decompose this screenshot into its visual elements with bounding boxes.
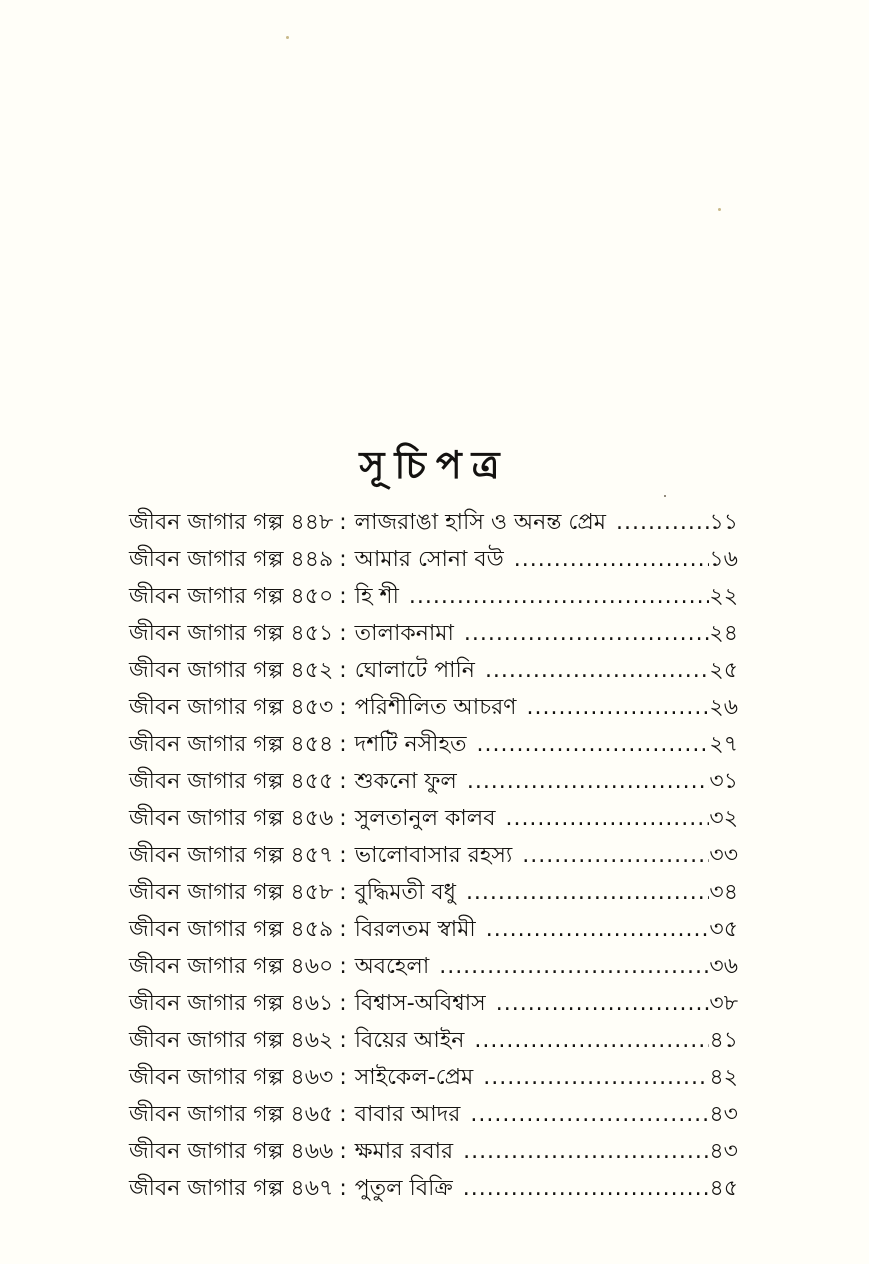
toc-entry — [129, 800, 738, 837]
toc-entry-series: জীবন জাগার গল্প ৪৪৮ — [129, 510, 334, 535]
toc-entry — [129, 763, 738, 800]
toc-entry-page-number: ৩৩ — [709, 843, 738, 868]
toc-entry-separator: : — [339, 1139, 347, 1164]
toc-entry — [129, 1133, 738, 1170]
toc-entry-separator: : — [339, 584, 347, 609]
toc-entry-title: হি শী — [354, 584, 399, 609]
toc-entry-series: জীবন জাগার গল্প ৪৫৫ — [129, 769, 334, 794]
toc-entry-separator: : — [339, 510, 347, 535]
toc-entry-series: জীবন জাগার গল্প ৪৬৫ — [129, 1102, 334, 1127]
toc-entry — [129, 541, 738, 578]
dot-leader — [485, 652, 709, 689]
toc-entry-series: জীবন জাগার গল্প ৪৬১ — [129, 991, 334, 1016]
print-speck — [286, 36, 289, 39]
toc-entry-title: অবহেলা — [354, 954, 430, 979]
toc-entry — [129, 911, 738, 948]
toc-entry-separator: : — [339, 547, 347, 572]
toc-entry-series: জীবন জাগার গল্প ৪৬২ — [129, 1028, 334, 1053]
dot-leader — [483, 1059, 709, 1096]
toc-entry-page-number: ৩২ — [709, 806, 738, 831]
dot-leader — [439, 948, 709, 985]
toc-entry-separator: : — [339, 732, 347, 757]
toc-entry-title: সুলতানুল কালব — [354, 806, 496, 831]
dot-leader — [522, 837, 709, 874]
toc-entry-title: ভালোবাসার রহস্য — [354, 843, 513, 868]
toc-entry-separator: : — [339, 954, 347, 979]
toc-entry-title: আমার সোনা বউ — [354, 547, 504, 572]
toc-entry-separator: : — [339, 1176, 347, 1201]
toc-entry-series: জীবন জাগার গল্প ৪৬৭ — [129, 1176, 334, 1201]
toc-entry-title: বাবার আদর — [354, 1102, 461, 1127]
toc-entry-title: ক্ষমার রবার — [354, 1139, 454, 1164]
toc-entry-separator: : — [339, 843, 347, 868]
toc-entry-page-number: ৪২ — [709, 1065, 738, 1090]
toc-entry-title: সাইকেল-প্রেম — [354, 1065, 474, 1090]
toc-entry-page-number: ২৭ — [709, 732, 738, 757]
toc-entry-series: জীবন জাগার গল্প ৪৫৭ — [129, 843, 334, 868]
toc-entry — [129, 837, 738, 874]
toc-entry-page-number: ২২ — [709, 584, 738, 609]
dot-leader — [505, 800, 709, 837]
toc-entry-page-number: ২৫ — [709, 658, 738, 683]
dot-leader — [486, 911, 710, 948]
print-speck — [718, 208, 721, 211]
dot-leader — [463, 1170, 710, 1207]
toc-entry — [129, 1096, 738, 1133]
toc-entry-series: জীবন জাগার গল্প ৪৫০ — [129, 584, 334, 609]
toc-entry-title: বিশ্বাস-অবিশ্বাস — [354, 991, 486, 1016]
dot-leader — [526, 689, 709, 726]
toc-entry-series: জীবন জাগার গল্প ৪৫৪ — [129, 732, 334, 757]
toc-entry-series: জীবন জাগার গল্প ৪৫২ — [129, 658, 334, 683]
dot-leader — [467, 763, 710, 800]
toc-entry — [129, 874, 738, 911]
dot-leader — [474, 1022, 709, 1059]
toc-entry — [129, 689, 738, 726]
dot-leader — [466, 874, 709, 911]
toc-entry — [129, 652, 738, 689]
page-title: সূচিপত্র — [359, 443, 510, 488]
toc-entry — [129, 615, 738, 652]
toc-entry-page-number: ২৪ — [709, 621, 738, 646]
toc-entry-series: জীবন জাগার গল্প ৪৬৩ — [129, 1065, 334, 1090]
toc-entry-title: ঘোলাটে পানি — [354, 658, 475, 683]
toc-entry — [129, 1170, 738, 1207]
toc-entry-separator: : — [339, 880, 347, 905]
toc-entry-separator: : — [339, 695, 347, 720]
toc-entry-page-number: ৪৫ — [709, 1176, 738, 1201]
toc-entry — [129, 1059, 738, 1096]
toc-entry-series: জীবন জাগার গল্প ৪৪৯ — [129, 547, 334, 572]
toc-entry-page-number: ৪১ — [709, 1028, 738, 1053]
dot-leader — [464, 615, 710, 652]
toc-entry — [129, 578, 738, 615]
toc-entry-page-number: ৪৩ — [709, 1102, 738, 1127]
toc-entry-page-number: ৩৫ — [709, 917, 738, 942]
toc-entry-separator: : — [339, 1065, 347, 1090]
toc-entry-separator: : — [339, 658, 347, 683]
toc-entry-page-number: ৪৩ — [709, 1139, 738, 1164]
dot-leader — [616, 504, 709, 541]
dot-leader — [514, 541, 710, 578]
toc-entry-title: দশটি নসীহত — [354, 732, 467, 757]
toc-entry-series: জীবন জাগার গল্প ৪৬০ — [129, 954, 334, 979]
toc-entry — [129, 948, 738, 985]
dot-leader — [409, 578, 710, 615]
toc-entry-series: জীবন জাগার গল্প ৪৬৬ — [129, 1139, 334, 1164]
toc-entry-separator: : — [339, 917, 347, 942]
toc-entry-separator: : — [339, 621, 347, 646]
toc-entry-page-number: ১১ — [709, 510, 738, 535]
toc-entry-title: পুতুল বিক্রি — [354, 1176, 453, 1201]
toc-entry — [129, 1022, 738, 1059]
toc-entry-title: শুকনো ফুল — [354, 769, 457, 794]
dot-leader — [477, 726, 710, 763]
toc-entry-separator: : — [339, 991, 347, 1016]
toc-entry-series: জীবন জাগার গল্প ৪৫৮ — [129, 880, 334, 905]
toc-entry — [129, 985, 738, 1022]
toc-entry-title: বুদ্ধিমতী বধু — [354, 880, 456, 905]
toc-entry-title: পরিশীলিত আচরণ — [354, 695, 517, 720]
table-of-contents — [129, 504, 738, 1207]
toc-entry-title: বিরলতম স্বামী — [354, 917, 476, 942]
toc-entry-page-number: ৩৪ — [709, 880, 738, 905]
toc-entry-page-number: ১৬ — [709, 547, 738, 572]
toc-entry-series: জীবন জাগার গল্প ৪৫৩ — [129, 695, 334, 720]
toc-entry — [129, 726, 738, 763]
toc-entry-title: বিয়ের আইন — [354, 1028, 465, 1053]
toc-entry-series: জীবন জাগার গল্প ৪৫৯ — [129, 917, 334, 942]
dot-leader — [463, 1133, 709, 1170]
toc-entry-series: জীবন জাগার গল্প ৪৫১ — [129, 621, 334, 646]
toc-entry-separator: : — [339, 1102, 347, 1127]
toc-entry-separator: : — [339, 769, 347, 794]
toc-entry-title: তালাকনামা — [354, 621, 454, 646]
toc-entry-series: জীবন জাগার গল্প ৪৫৬ — [129, 806, 334, 831]
toc-entry-page-number: ৩৮ — [709, 991, 738, 1016]
toc-entry-page-number: ৩১ — [709, 769, 738, 794]
dot-leader — [470, 1096, 709, 1133]
toc-entry-title: লাজরাঙা হাসি ও অনন্ত প্রেম — [354, 510, 606, 535]
toc-entry-separator: : — [339, 1028, 347, 1053]
toc-entry-page-number: ৩৬ — [709, 954, 738, 979]
dot-leader — [496, 985, 710, 1022]
toc-entry-separator: : — [339, 806, 347, 831]
toc-entry — [129, 504, 738, 541]
toc-entry-page-number: ২৬ — [709, 695, 738, 720]
print-speck — [664, 495, 666, 497]
